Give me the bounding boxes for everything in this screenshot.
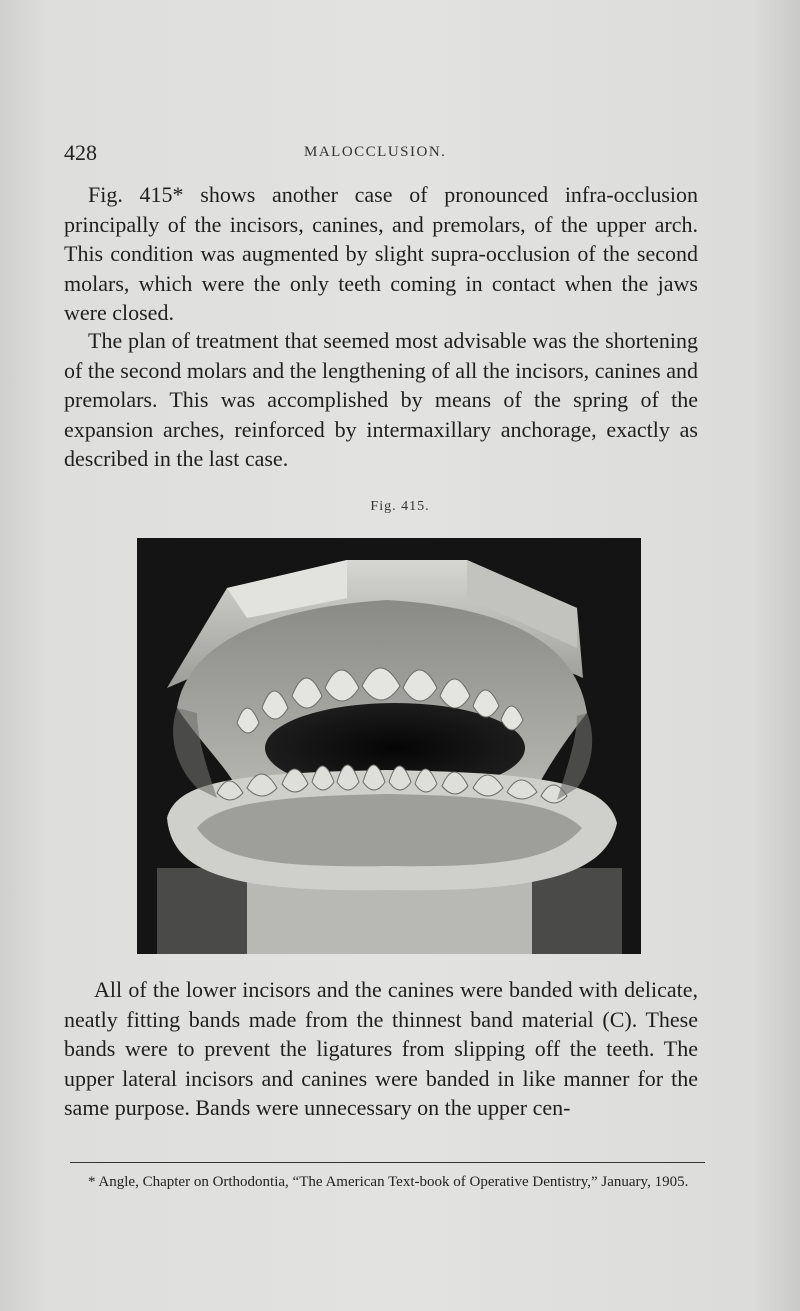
dental-cast-photo: [137, 538, 641, 954]
paragraph-3: All of the lower incisors and the canines were banded with delicate, neatly fitting bands made from the thinnest band material (C). These bands were to prevent the ligatures from slipping off the teeth. The upper lateral incisors and canines were banded in like manner for the same purpose. Bands were unnecessary on the upper cen-: [64, 977, 698, 1121]
running-head: MALOCCLUSION.: [304, 144, 447, 160]
footnote-rule: [70, 1162, 705, 1163]
footnote: * Angle, Chapter on Orthodontia, “The American Text-book of Operative Dentistry,” January, 1905.: [88, 1174, 689, 1190]
page-header: [64, 140, 694, 170]
page-number: 428: [64, 140, 97, 165]
paragraph-1: Fig. 415* shows another case of pronounced infra-occlusion principally of the incisors, canines, and premolars, of the upper arch. This condition was augmented by slight supra-occlusion of the second molars, which were the only teeth coming in contact when the jaws were closed.: [64, 182, 698, 326]
dental-cast-illustration: [137, 538, 641, 954]
paragraph-2: The plan of treatment that seemed most advisable was the shortening of the second molars and the lengthening of all the incisors, canines and premolars. This was accomplished by means of the spring of the expansion arches, reinforced by intermaxillary anchorage, exactly as described in the last case.: [64, 328, 698, 472]
figure-caption: Fig. 415.: [370, 499, 430, 514]
